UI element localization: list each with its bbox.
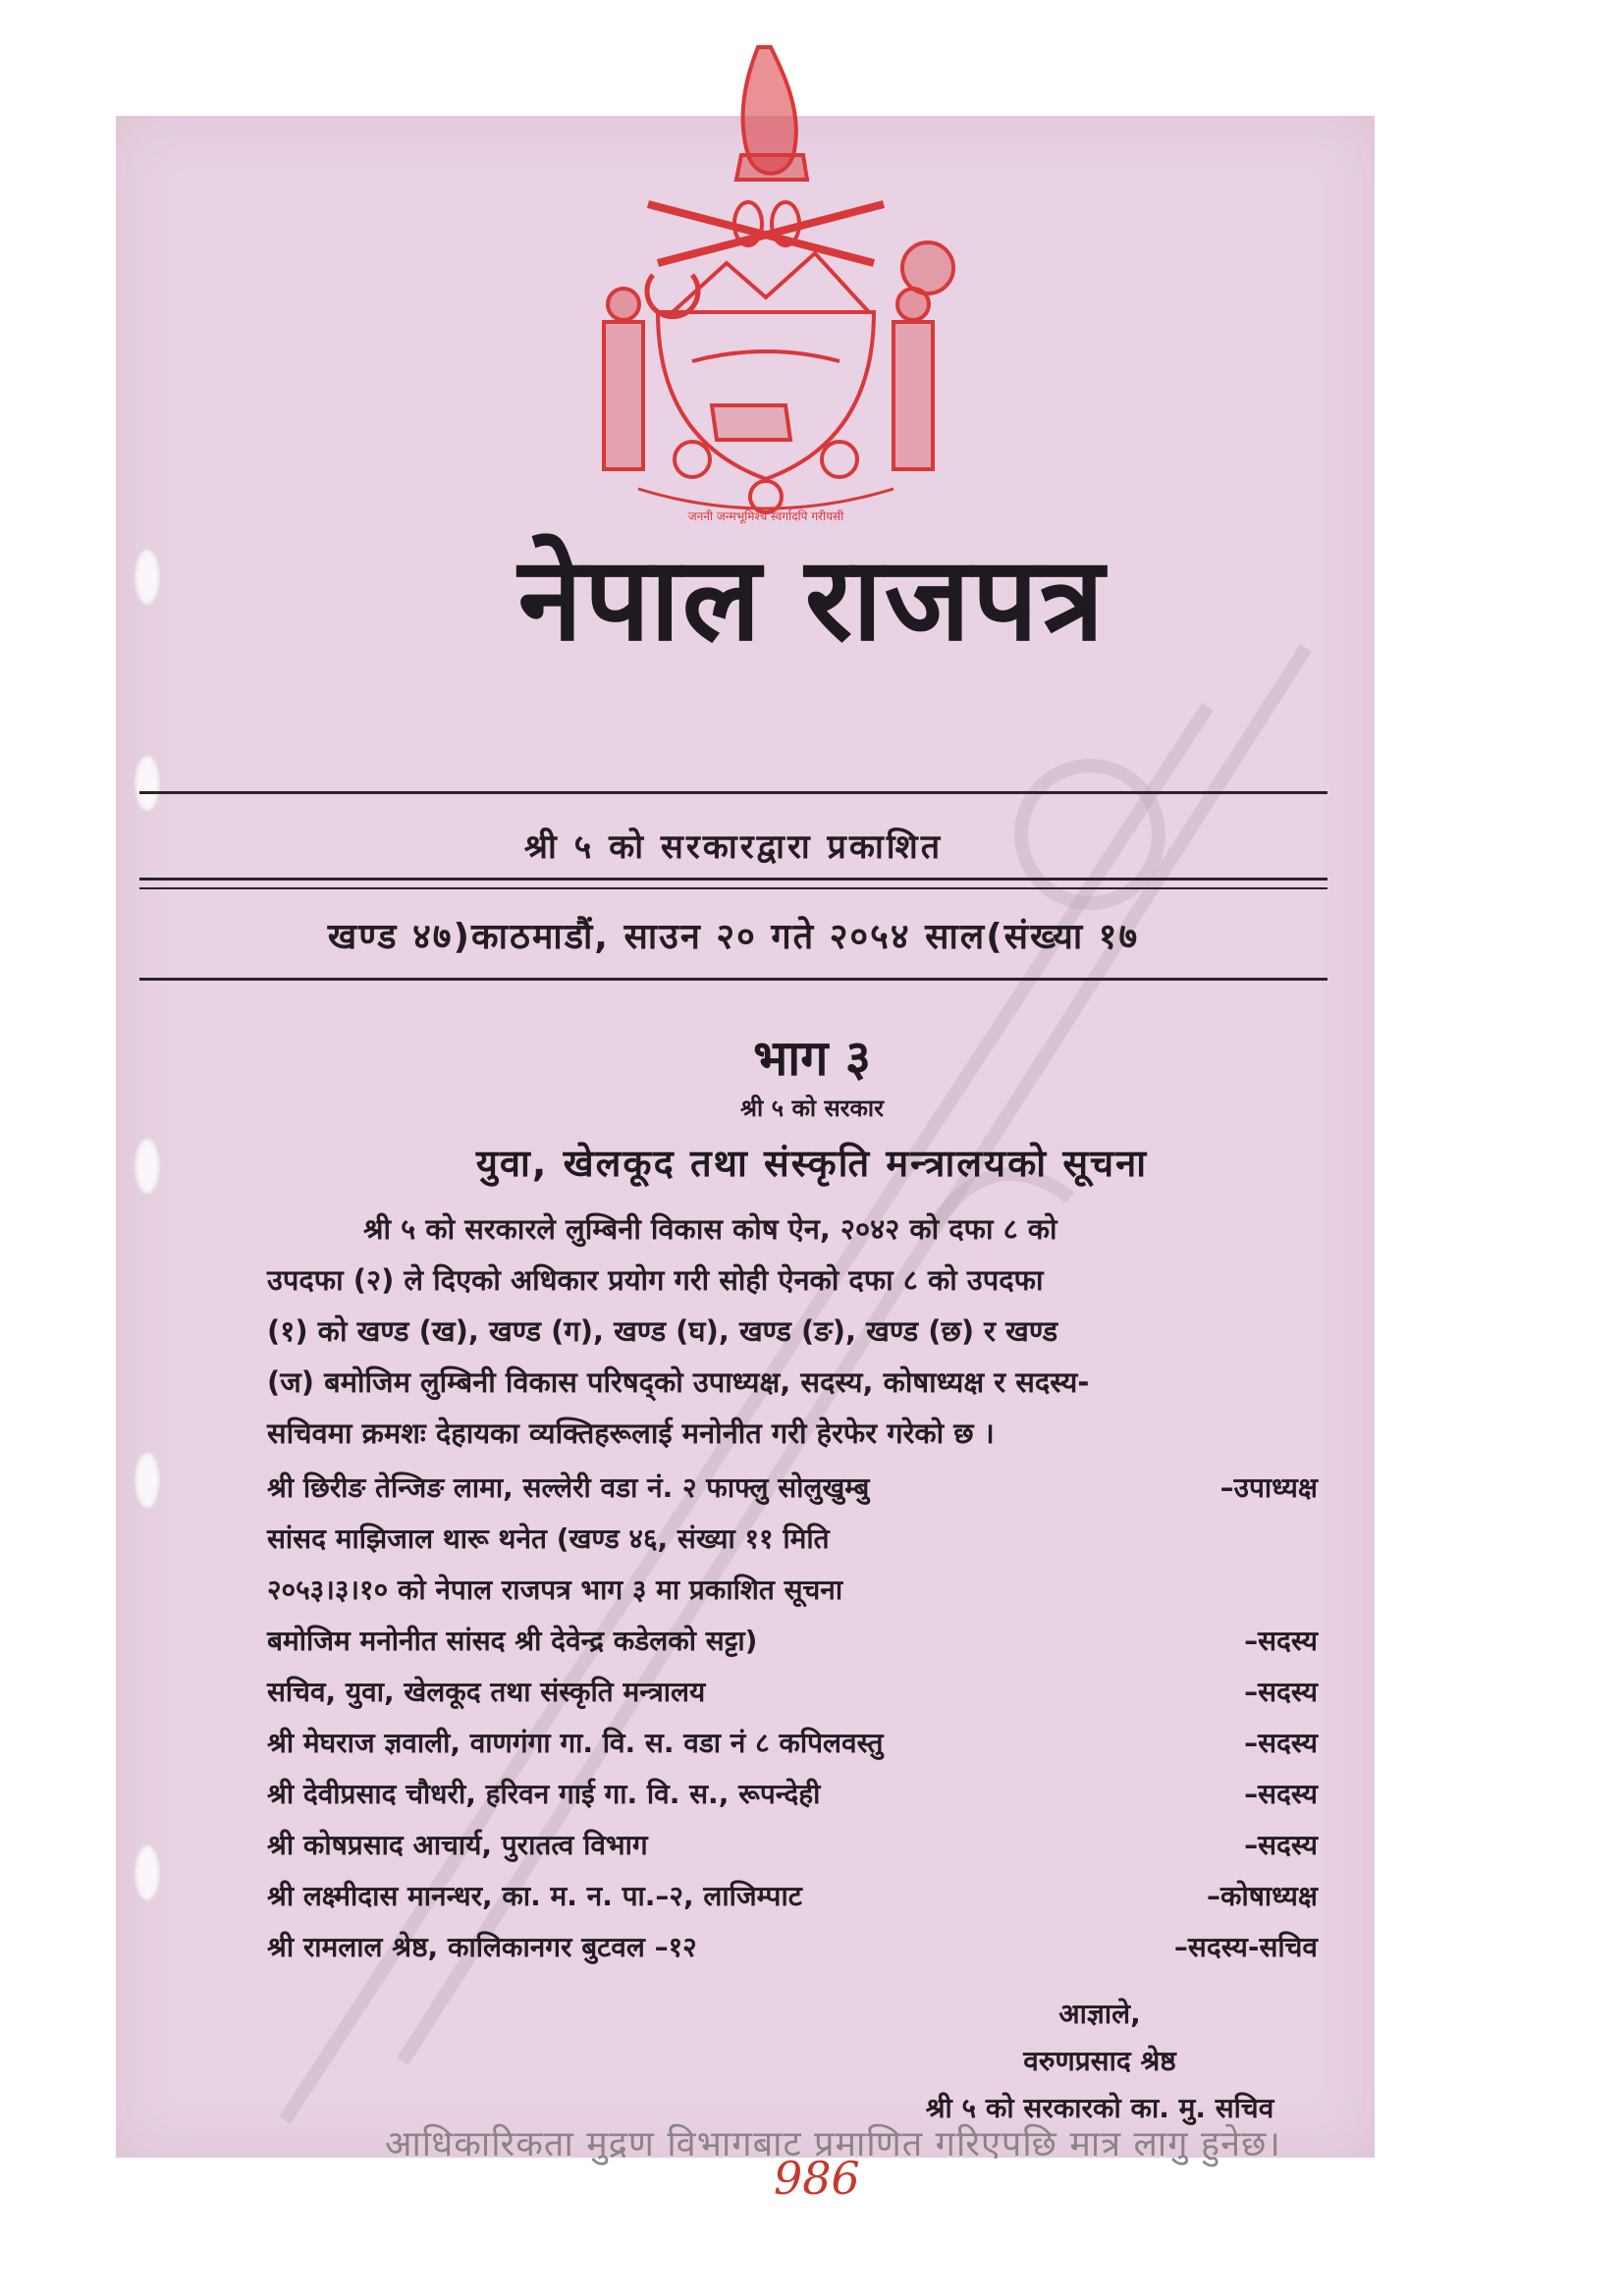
signatory-designation: श्री ५ को सरकारको का. मु. सचिव: [925, 2092, 1274, 2124]
member-row: [267, 1922, 1327, 1973]
member-role: –सदस्य-सचिव: [1173, 1931, 1318, 1963]
paragraph-line: श्री ५ को सरकारले लुम्बिनी विकास कोष ऐन, २०४२ को दफा ८ को: [363, 1212, 1057, 1246]
royal-emblem-icon: [491, 18, 1041, 528]
member-name: श्री रामलाल श्रेष्ठ, कालिकानगर बुटवल –१२: [267, 1931, 697, 1963]
member-name: सचिव, युवा, खेलकूद तथा संस्कृति मन्त्रालय: [267, 1676, 706, 1708]
punch-hole: [134, 754, 161, 813]
notice-paragraph: [267, 1203, 1327, 1459]
paragraph-line: उपदफा (२) ले दिएको अधिकार प्रयोग गरी सोही ऐनको दफा ८ को उपदफा: [267, 1263, 1044, 1297]
member-row: [267, 1463, 1327, 1514]
gazette-title: नेपाल राजपत्र: [517, 531, 1107, 667]
member-row: [267, 1820, 1327, 1871]
member-name: श्री लक्ष्मीदास मानन्धर, का. म. न. पा.–२, लाजिम्पाट: [267, 1880, 802, 1912]
emblem-motto: जननी जन्मभूमिश्च स्वर्गादपि गरीयसी: [687, 509, 844, 523]
paragraph-line: सचिवमा क्रमशः देहायका व्यक्तिहरूलाई मनोनीत गरी हेरफेर गरेको छ ।: [267, 1416, 995, 1450]
publisher-line: श्री ५ को सरकारद्वारा प्रकाशित: [523, 828, 944, 867]
member-role: –सदस्य: [1244, 1727, 1318, 1759]
part-heading: भाग ३: [753, 1030, 871, 1087]
member-row: [267, 1718, 1327, 1769]
member-role: –सदस्य: [1244, 1625, 1318, 1657]
double-rule-bottom: [139, 887, 1327, 889]
member-row: [267, 1514, 1327, 1565]
member-name: श्री मेघराज ज्ञवाली, वाणगंगा गा. वि. स. वडा नं ८ कपिलवस्तु: [267, 1727, 884, 1759]
member-row: [267, 1565, 1327, 1616]
ministry-heading: युवा, खेलकूद तथा संस्कृति मन्त्रालयको सूचना: [475, 1142, 1149, 1185]
issue-rule: [139, 978, 1327, 981]
member-role: –सदस्य: [1244, 1676, 1318, 1708]
member-row: [267, 1769, 1327, 1820]
signatory-name: वरुणप्रसाद श्रेष्ठ: [1023, 2045, 1176, 2077]
punch-hole: [134, 1843, 161, 1902]
member-role: –उपाध्यक्ष: [1219, 1471, 1318, 1504]
member-name: श्री छिरीङ तेन्जिङ लामा, सल्लेरी वडा नं. २ फाफ्लु सोलुखुम्बु: [267, 1471, 870, 1504]
member-row: [267, 1871, 1327, 1922]
signature-order: आज्ञाले,: [1058, 1998, 1141, 2030]
masthead-rule: [139, 791, 1327, 794]
member-role: –कोषाध्यक्ष: [1206, 1880, 1318, 1912]
paragraph-line: (ज) बमोजिम लुम्बिनी विकास परिषद्को उपाध्यक्ष, सदस्य, कोषाध्यक्ष र सदस्य-: [267, 1365, 1090, 1399]
member-row: [267, 1616, 1327, 1667]
member-role: –सदस्य: [1244, 1829, 1318, 1861]
paragraph-line: (१) को खण्ड (ख), खण्ड (ग), खण्ड (घ), खण्ड (ङ), खण्ड (छ) र खण्ड: [267, 1314, 1058, 1348]
member-name: २०५३।३।१० को नेपाल राजपत्र भाग ३ मा प्रकाशित सूचना: [267, 1574, 843, 1606]
member-role: –सदस्य: [1244, 1778, 1318, 1810]
authenticity-note: आधिकारिकता मुद्रण विभागबाट प्रमाणित गरिएपछि मात्र लागु हुनेछ।: [385, 2124, 1281, 2164]
issue-line: खण्ड ४७)काठमाडौं, साउन २० गते २०५४ साल(संख्या १७: [327, 917, 1140, 957]
government-line: श्री ५ को सरकार: [740, 1095, 884, 1122]
member-name: श्री कोषप्रसाद आचार्य, पुरातत्व विभाग: [267, 1829, 648, 1861]
double-rule-top: [139, 878, 1327, 881]
handwritten-page-number: 986: [774, 2152, 860, 2205]
member-name: बमोजिम मनोनीत सांसद श्री देवेन्द्र कडेलको सट्टा): [267, 1625, 758, 1657]
member-name: सांसद माझिजाल थारू थनेत (खण्ड ४६, संख्या ११ मिति: [267, 1522, 830, 1555]
member-name: श्री देवीप्रसाद चौधरी, हरिवन गाई गा. वि. स., रूपन्देही: [267, 1778, 821, 1810]
punch-hole: [134, 1451, 161, 1510]
member-row: [267, 1667, 1327, 1718]
